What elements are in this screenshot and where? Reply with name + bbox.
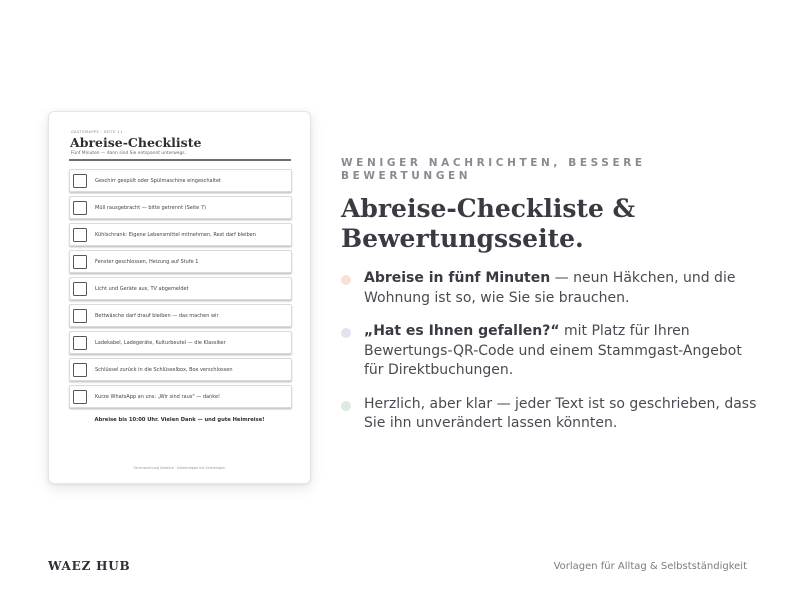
eyebrow-heading: WENIGER NACHRICHTEN, BESSERE BEWERTUNGEN	[341, 157, 646, 182]
bullet-dot-icon	[341, 328, 351, 338]
document-footer: Ferienwohnung Seeblick · Gästemappe mit Anleitungen	[133, 466, 226, 470]
checklist-item	[69, 277, 292, 300]
feature-item	[341, 322, 761, 381]
checklist-item-label: Kurze WhatsApp an uns: „Wir sind raus" — danke!	[95, 394, 221, 400]
document-closing: Abreise bis 10:00 Uhr. Vielen Dank — und gute Heimreise!	[94, 417, 265, 423]
checkbox-icon	[73, 336, 87, 350]
checklist-item-label: Bettwäsche darf drauf bleiben — das machen wir	[95, 313, 219, 319]
feature-description: — neun Häkchen, und die Wohnung ist so, wie Sie sie brauchen.	[364, 270, 736, 306]
checkbox-icon	[73, 174, 87, 188]
checkbox-icon	[73, 282, 87, 296]
checkbox-icon	[73, 255, 87, 269]
checklist-item-label: Müll rausgebracht — bitte getrennt (Seite 7)	[95, 205, 206, 211]
checklist-item-label: Kühlschrank: Eigene Lebensmittel mitnehmen, Rest darf bleiben	[95, 232, 256, 238]
feature-text	[364, 395, 761, 434]
feature-text	[364, 269, 761, 308]
brand-logo: WAEZ HUB	[48, 559, 131, 573]
feature-description: Herzlich, aber klar — jeder Text ist so geschrieben, dass Sie ihn unverändert lassen könnten.	[364, 395, 757, 431]
checklist-item	[69, 385, 292, 408]
checklist	[69, 169, 292, 412]
checklist-item	[69, 169, 292, 192]
feature-text	[364, 322, 761, 381]
checkbox-icon	[73, 228, 87, 242]
bullet-dot-icon	[341, 401, 351, 411]
checklist-item-label: Ladekabel, Ladegeräte, Kulturbeutel — die Klassiker	[95, 340, 226, 346]
checklist-item-label: Licht und Geräte aus, TV abgemeldet	[95, 286, 189, 292]
feature-item	[341, 395, 761, 434]
checklist-item	[69, 196, 292, 219]
feature-description: mit Platz für Ihren Bewertungs-QR-Code und einem Stammgast-Angebot für Direktbuchungen.	[364, 323, 742, 378]
bullet-dot-icon	[341, 275, 351, 285]
checklist-item	[69, 223, 292, 246]
feature-highlight: „Hat es Ihnen gefallen?“	[364, 323, 560, 339]
checkbox-icon	[73, 309, 87, 323]
checkbox-icon	[73, 363, 87, 377]
checklist-item	[69, 304, 292, 327]
feature-item	[341, 269, 761, 308]
feature-highlight: Abreise in fünf Minuten	[364, 270, 551, 286]
checklist-item-label: Fenster geschlossen, Heizung auf Stufe 1	[95, 259, 199, 265]
title-divider	[69, 159, 291, 161]
checklist-item-label: Schlüssel zurück in die Schlüsselbox, Box verschlossen	[95, 367, 233, 373]
checkbox-icon	[73, 390, 87, 404]
main-headline: Abreise-Checkliste & Bewertungsseite.	[341, 194, 636, 253]
document-title: Abreise-Checkliste	[70, 135, 202, 150]
document-kicker: GÄSTEMAPPE · SEITE 11	[71, 130, 123, 134]
document-preview	[48, 111, 311, 484]
checklist-item	[69, 358, 292, 381]
brand-tagline: Vorlagen für Alltag & Selbstständigkeit	[553, 561, 747, 572]
feature-list	[341, 269, 761, 448]
document-subtitle: Fünf Minuten — dann sind Sie entspannt unterwegs.	[71, 151, 186, 156]
checkbox-icon	[73, 201, 87, 215]
checklist-item	[69, 331, 292, 354]
checklist-item	[69, 250, 292, 273]
checklist-item-label: Geschirr gespült oder Spülmaschine eingeschaltet	[95, 178, 222, 184]
